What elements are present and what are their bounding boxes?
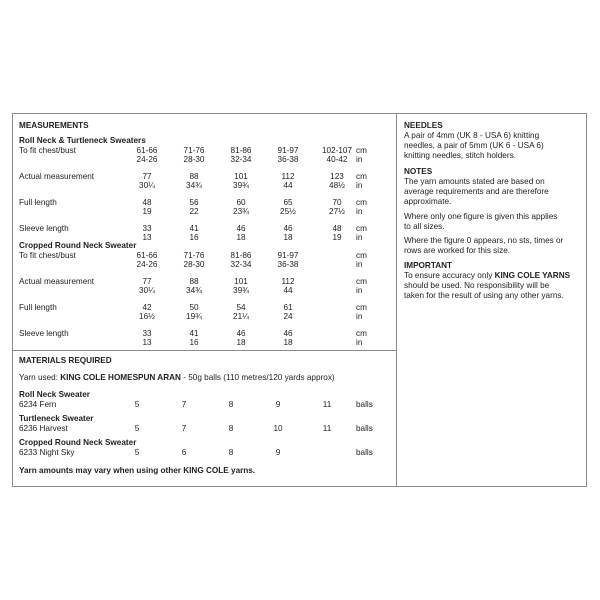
- ball-count: 5: [134, 400, 140, 409]
- row-label: Actual measurement: [19, 172, 95, 181]
- size-value: 16: [189, 338, 199, 347]
- size-value: 36-38: [277, 260, 299, 269]
- unit-label: in: [356, 338, 363, 347]
- size-value: 34¾: [186, 286, 202, 295]
- size-value: 41: [189, 224, 199, 233]
- ball-count: 11: [322, 400, 332, 409]
- size-value: 81-86: [230, 251, 252, 260]
- balls-unit: balls: [356, 400, 373, 409]
- notes-p1-line-2: average requirements and are therefore: [404, 187, 549, 196]
- unit-label: in: [356, 207, 363, 216]
- size-value: 60: [236, 198, 246, 207]
- ball-count: 8: [228, 424, 234, 433]
- important-brand: KING COLE YARNS: [494, 271, 571, 280]
- size-value: 27½: [329, 207, 345, 216]
- unit-label: in: [356, 312, 363, 321]
- row-label: Sleeve length: [19, 224, 69, 233]
- size-value: 46: [283, 224, 293, 233]
- size-value: 41: [189, 329, 199, 338]
- unit-label: cm: [356, 329, 367, 338]
- size-value: 65: [283, 198, 293, 207]
- size-value: 30¼: [139, 181, 155, 190]
- roll-neck-title: Roll Neck & Turtleneck Sweaters: [19, 136, 146, 145]
- size-value: 61-66: [136, 146, 158, 155]
- size-value: 56: [189, 198, 199, 207]
- size-value: 91-97: [277, 146, 299, 155]
- ball-count: 7: [181, 424, 187, 433]
- yarn-prefix: Yarn used:: [19, 373, 61, 382]
- measurements-heading: MEASUREMENTS: [19, 121, 89, 130]
- size-value: 71-76: [183, 251, 205, 260]
- unit-label: in: [356, 260, 363, 269]
- ball-count: 11: [322, 424, 332, 433]
- ball-count: 7: [181, 400, 187, 409]
- needles-heading: NEEDLES: [404, 121, 443, 130]
- size-value: 46: [236, 224, 246, 233]
- unit-label: cm: [356, 251, 367, 260]
- important-line-3: taken for the result of using any other yarns.: [404, 291, 564, 300]
- size-value: 123: [330, 172, 344, 181]
- size-value: 16: [189, 233, 199, 242]
- size-value: 28-30: [183, 155, 205, 164]
- materials-heading: MATERIALS REQUIRED: [19, 356, 112, 365]
- size-value: 28-30: [183, 260, 205, 269]
- row-label: Sleeve length: [19, 329, 69, 338]
- pattern-info-card: [12, 113, 587, 487]
- yarn-name: KING COLE HOMESPUN ARAN: [60, 373, 181, 382]
- unit-label: in: [356, 155, 363, 164]
- unit-label: in: [356, 181, 363, 190]
- size-value: 112: [281, 172, 295, 181]
- size-value: 23¾: [233, 207, 249, 216]
- size-value: 88: [189, 172, 199, 181]
- sweater-name: Turtleneck Sweater: [19, 414, 94, 423]
- size-value: 18: [283, 233, 293, 242]
- notes-p2-line-2: to all sizes.: [404, 222, 445, 231]
- size-value: 112: [281, 277, 295, 286]
- unit-label: cm: [356, 303, 367, 312]
- row-label: To fit chest/bust: [19, 146, 76, 155]
- balls-unit: balls: [356, 424, 373, 433]
- size-value: 61: [283, 303, 293, 312]
- important-heading: IMPORTANT: [404, 261, 453, 270]
- size-value: 54: [236, 303, 246, 312]
- ball-count: 9: [275, 400, 281, 409]
- unit-label: cm: [356, 224, 367, 233]
- yarn-variance-note: Yarn amounts may vary when using other KING COLE yarns.: [19, 466, 256, 475]
- size-value: 18: [236, 233, 246, 242]
- size-value: 18: [236, 338, 246, 347]
- size-value: 19: [332, 233, 342, 242]
- ball-count: 9: [275, 448, 281, 457]
- notes-p3-line-1: Where the figure 0 appears, no sts, times or: [404, 236, 564, 245]
- column-divider: [396, 114, 397, 486]
- notes-heading: NOTES: [404, 167, 433, 176]
- size-value: 50: [189, 303, 199, 312]
- needles-line-2: needles, a pair of 5mm (UK 6 - USA 6): [404, 141, 544, 150]
- size-value: 77: [142, 172, 152, 181]
- ball-count: 6: [181, 448, 187, 457]
- sweater-name: Cropped Round Neck Sweater: [19, 438, 137, 447]
- notes-p3-line-2: rows are worked for this size.: [404, 246, 511, 255]
- size-value: 91-97: [277, 251, 299, 260]
- needles-line-3: knitting needles, stitch holders.: [404, 151, 516, 160]
- size-value: 19¾: [186, 312, 202, 321]
- unit-label: in: [356, 233, 363, 242]
- ball-count: 8: [228, 448, 234, 457]
- size-value: 32-34: [230, 260, 252, 269]
- unit-label: cm: [356, 198, 367, 207]
- size-value: 30¼: [139, 286, 155, 295]
- size-value: 46: [236, 329, 246, 338]
- size-value: 61-66: [136, 251, 158, 260]
- size-value: 24: [283, 312, 293, 321]
- shade-name: 6233 Night Sky: [19, 448, 75, 457]
- size-value: 24-26: [136, 260, 158, 269]
- size-value: 81-86: [230, 146, 252, 155]
- important-line-2: should be used. No responsibility will be: [404, 281, 550, 290]
- unit-label: cm: [356, 146, 367, 155]
- size-value: 33: [142, 224, 152, 233]
- needles-line-1: A pair of 4mm (UK 8 - USA 6) knitting: [404, 131, 540, 140]
- row-label: To fit chest/bust: [19, 251, 76, 260]
- ball-count: 8: [228, 400, 234, 409]
- unit-label: in: [356, 286, 363, 295]
- size-value: 48: [332, 224, 342, 233]
- size-value: 101: [234, 277, 248, 286]
- size-value: 40-42: [326, 155, 348, 164]
- size-value: 44: [283, 181, 293, 190]
- row-label: Full length: [19, 303, 57, 312]
- size-value: 44: [283, 286, 293, 295]
- size-value: 16½: [139, 312, 155, 321]
- important-prefix: To ensure accuracy only: [404, 271, 495, 280]
- yarn-used-line: [19, 373, 335, 383]
- row-label: Actual measurement: [19, 277, 95, 286]
- section-divider: [13, 350, 396, 351]
- size-value: 39¾: [233, 181, 249, 190]
- size-value: 77: [142, 277, 152, 286]
- unit-label: cm: [356, 172, 367, 181]
- size-value: 34¾: [186, 181, 202, 190]
- sweater-name: Roll Neck Sweater: [19, 390, 90, 399]
- size-value: 46: [283, 329, 293, 338]
- important-line-1: [404, 271, 584, 281]
- size-value: 88: [189, 277, 199, 286]
- notes-p2-line-1: Where only one figure is given this applies: [404, 212, 558, 221]
- notes-p1-line-3: approximate.: [404, 197, 452, 206]
- size-value: 39¾: [233, 286, 249, 295]
- size-value: 24-26: [136, 155, 158, 164]
- balls-unit: balls: [356, 448, 373, 457]
- size-value: 36-38: [277, 155, 299, 164]
- size-value: 13: [142, 233, 152, 242]
- ball-count: 10: [273, 424, 283, 433]
- size-value: 101: [234, 172, 248, 181]
- notes-p1-line-1: The yarn amounts stated are based on: [404, 177, 545, 186]
- unit-label: cm: [356, 277, 367, 286]
- row-label: Full length: [19, 198, 57, 207]
- size-value: 21¼: [233, 312, 249, 321]
- size-value: 19: [142, 207, 152, 216]
- ball-count: 5: [134, 448, 140, 457]
- cropped-title: Cropped Round Neck Sweater: [19, 241, 137, 250]
- size-value: 32-34: [230, 155, 252, 164]
- size-value: 22: [189, 207, 199, 216]
- size-value: 13: [142, 338, 152, 347]
- size-value: 48: [142, 198, 152, 207]
- yarn-suffix: - 50g balls (110 metres/120 yards approx): [180, 373, 335, 382]
- size-value: 70: [332, 198, 342, 207]
- shade-name: 6234 Fern: [19, 400, 57, 409]
- size-value: 102-107: [321, 146, 353, 155]
- size-value: 42: [142, 303, 152, 312]
- size-value: 48½: [329, 181, 345, 190]
- size-value: 33: [142, 329, 152, 338]
- shade-name: 6236 Harvest: [19, 424, 68, 433]
- size-value: 18: [283, 338, 293, 347]
- size-value: 71-76: [183, 146, 205, 155]
- ball-count: 5: [134, 424, 140, 433]
- size-value: 25½: [280, 207, 296, 216]
